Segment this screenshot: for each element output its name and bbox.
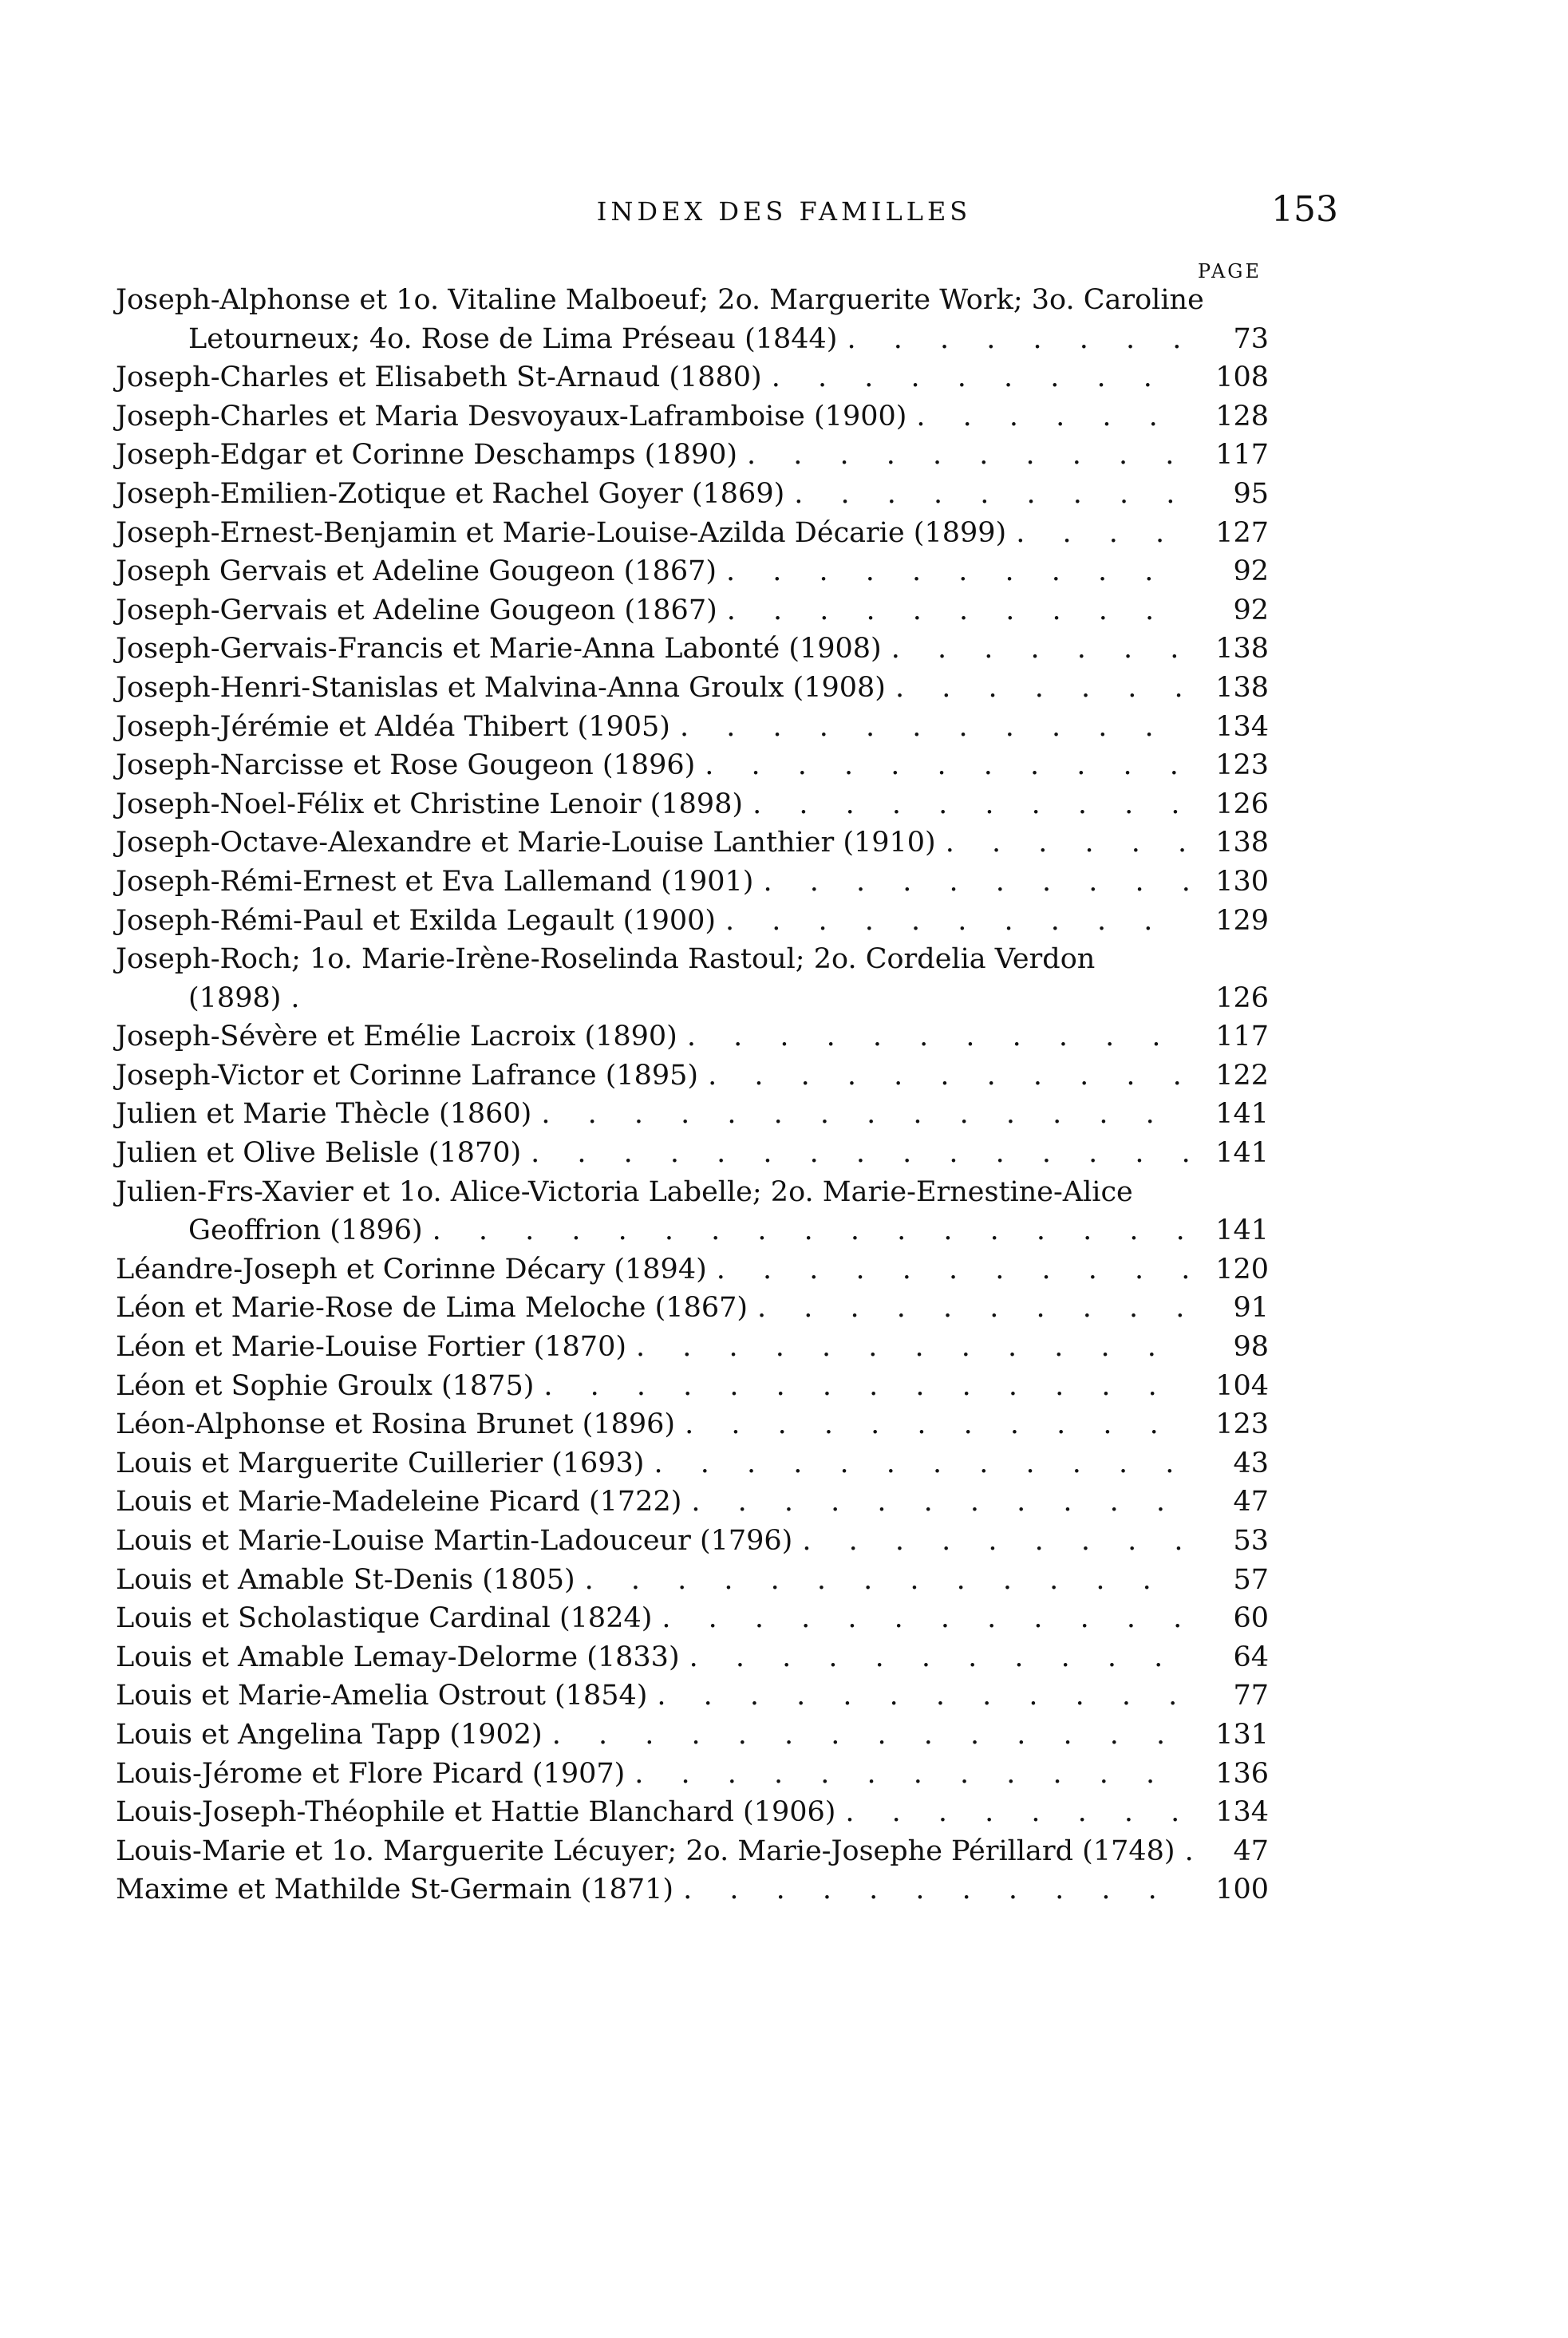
index-entry xyxy=(116,397,1269,436)
dot-leaders: . . . . . . . . . . . xyxy=(679,710,1168,743)
index-entry-page: 60 xyxy=(1233,1602,1269,1635)
index-entry-page: 138 xyxy=(1215,633,1269,665)
index-entry-page: 136 xyxy=(1215,1757,1269,1790)
index-entry-page: 43 xyxy=(1233,1447,1269,1479)
dot-leaders: . xyxy=(1184,1834,1208,1867)
index-entry-text xyxy=(116,785,1211,824)
index-entry-text xyxy=(116,281,1211,358)
index-entry xyxy=(116,1483,1269,1522)
index-entry-name: Louis-Joseph-Théophile et Hattie Blanchard (1906) xyxy=(116,1796,836,1829)
index-entry xyxy=(116,514,1269,553)
index-entry-page: 108 xyxy=(1215,361,1269,394)
index-entry-text xyxy=(116,823,1211,863)
index-entry-name: Louis et Marie-Madeleine Picard (1722) xyxy=(116,1486,682,1519)
index-entry-text xyxy=(116,436,1211,475)
index-entry-text xyxy=(116,902,1211,941)
index-entry xyxy=(116,1134,1269,1173)
index-entry xyxy=(116,1832,1269,1871)
index-entry-page: 57 xyxy=(1233,1563,1269,1596)
index-entry-text xyxy=(116,552,1211,591)
running-head xyxy=(0,189,1568,231)
dot-leaders: . . . . . . . . . xyxy=(794,477,1190,510)
dot-leaders: . . . . . . . . . . . . . . xyxy=(543,1369,1171,1402)
dot-leaders: . . . . . . . . . . . xyxy=(686,1021,1175,1053)
index-entry-page: 130 xyxy=(1215,865,1269,898)
dot-leaders: . . . . . . . . . xyxy=(802,1525,1198,1557)
index-entry-page: 134 xyxy=(1215,710,1269,743)
index-entry-page: 77 xyxy=(1233,1680,1269,1712)
index-entry-name: Joseph-Rémi-Paul et Exilda Legault (1900) xyxy=(116,904,717,937)
dot-leaders: . . . . . . . . . . . . xyxy=(657,1680,1192,1712)
index-entry xyxy=(116,475,1269,514)
index-entry xyxy=(116,552,1269,591)
index-entry xyxy=(116,708,1269,747)
index-entry xyxy=(116,1095,1269,1134)
index-entry-text xyxy=(116,940,1211,1017)
index-entry-name: Léon et Sophie Groulx (1875) xyxy=(116,1369,535,1402)
index-entry-text xyxy=(116,669,1211,708)
dot-leaders: . . . . . . . . . . . . xyxy=(636,1331,1171,1364)
index-entry-name: Léon-Alphonse et Rosina Brunet (1896) xyxy=(116,1408,676,1441)
index-entry xyxy=(116,1638,1269,1677)
dot-leaders: . . . . . . . . . . . . xyxy=(654,1447,1189,1479)
page-column-label: PAGE xyxy=(1198,260,1262,282)
index-entry xyxy=(116,1017,1269,1056)
index-entry-text xyxy=(116,1289,1211,1328)
dot-leaders: . . . . . . . . . . xyxy=(726,555,1168,588)
index-entry-name: Joseph-Charles et Maria Desvoyaux-Laframboise (1900) xyxy=(116,400,907,432)
index-entry-page: 100 xyxy=(1215,1874,1269,1906)
index-entry-page: 47 xyxy=(1233,1834,1269,1867)
index-entry-text xyxy=(116,1676,1211,1716)
index-entry xyxy=(116,902,1269,941)
index-entry-name: Léandre-Joseph et Corinne Décary (1894) xyxy=(116,1253,707,1286)
dot-leaders: . . . . . . xyxy=(945,827,1202,859)
index-entry-page: 134 xyxy=(1215,1796,1269,1829)
index-entry-text xyxy=(116,1367,1211,1406)
dot-leaders: . . . . . . . . . . . xyxy=(689,1641,1178,1673)
index-entry-name: Louis et Marie-Amelia Ostrout (1854) xyxy=(116,1680,648,1712)
index-entry-text xyxy=(116,1250,1211,1289)
index-entry-name: Joseph-Rémi-Ernest et Eva Lallemand (1901) xyxy=(116,865,754,898)
index-entry xyxy=(116,1289,1269,1328)
dot-leaders: . . . . . . . . . . xyxy=(763,865,1205,898)
index-entry xyxy=(116,1870,1269,1909)
index-entry xyxy=(116,823,1269,863)
index-entry-name: Louis et Marguerite Cuillerier (1693) xyxy=(116,1447,645,1479)
index-entry-text xyxy=(116,1870,1211,1909)
index-entry-name: Joseph-Gervais-Francis et Marie-Anna Labonté (1908) xyxy=(116,633,882,665)
index-entry-name: Louis-Marie et 1o. Marguerite Lécuyer; 2o. Marie-Josephe Périllard (1748) xyxy=(116,1834,1175,1867)
index-entry-text xyxy=(116,1056,1211,1096)
index-entry-text xyxy=(116,475,1211,514)
index-entry-name: Louis et Scholastique Cardinal (1824) xyxy=(116,1602,653,1635)
index-entry-page: 98 xyxy=(1233,1331,1269,1364)
dot-leaders: . . . . . . . . . . . . . xyxy=(584,1563,1166,1596)
index-entry xyxy=(116,630,1269,669)
index-entry-name: Joseph-Octave-Alexandre et Marie-Louise Lanthier (1910) xyxy=(116,827,936,859)
index-entry-text xyxy=(116,1444,1211,1483)
index-entry-name: Joseph Gervais et Adeline Gougeon (1867) xyxy=(116,555,717,588)
dot-leaders: . . . . . . . . . . . . . . xyxy=(551,1718,1180,1751)
index-entry-page: 91 xyxy=(1233,1292,1269,1325)
dot-leaders: . . . . . . . . . . . xyxy=(691,1486,1180,1519)
index-entry-text xyxy=(116,591,1211,630)
index-entry-name: Joseph-Edgar et Corinne Deschamps (1890) xyxy=(116,439,738,472)
index-entry-text xyxy=(116,1793,1211,1832)
index-entry xyxy=(116,1173,1269,1250)
dot-leaders: . . . . . . . . . . . xyxy=(705,749,1193,782)
index-entry-name: Léon et Marie-Rose de Lima Meloche (1867) xyxy=(116,1292,748,1325)
dot-leaders: . . . . . . . . . xyxy=(771,361,1167,394)
index-entry-page: 95 xyxy=(1233,477,1269,510)
index-entry-page: 117 xyxy=(1215,439,1269,472)
index-entry-name: Louis et Angelina Tapp (1902) xyxy=(116,1718,543,1751)
index-entry-text xyxy=(116,514,1211,553)
index-entry-name: Joseph-Alphonse et 1o. Vitaline Malboeuf; 2o. Marguerite Work; 3o. Caroline Letourneux; 4o. Rose de Lima Préseau (1844) xyxy=(116,284,1204,355)
index-entry-name: Joseph-Noel-Félix et Christine Lenoir (1898) xyxy=(116,788,744,820)
index-entry-text xyxy=(116,1755,1211,1794)
dot-leaders: . . . . . . . . xyxy=(847,322,1196,355)
index-entry xyxy=(116,1793,1269,1832)
index-entry-name: Julien et Olive Belisle (1870) xyxy=(116,1137,522,1170)
index-entry-text xyxy=(116,1832,1211,1871)
page-number: 153 xyxy=(1271,189,1338,230)
index-entry-text xyxy=(116,1638,1211,1677)
dot-leaders: . . . . . . xyxy=(916,400,1172,432)
dot-leaders: . . . . . . . . . . . . . . . . . xyxy=(432,1214,1199,1247)
index-entry xyxy=(116,281,1269,358)
index-entry xyxy=(116,1405,1269,1444)
index-entry-name: Julien et Marie Thècle (1860) xyxy=(116,1098,532,1131)
index-entry-page: 127 xyxy=(1215,516,1269,549)
index-entry xyxy=(116,436,1269,475)
index-entry xyxy=(116,1444,1269,1483)
index-entry xyxy=(116,863,1269,902)
index-entry-name: Julien-Frs-Xavier et 1o. Alice-Victoria Labelle; 2o. Marie-Ernestine-Alice Geoffrion (1896) xyxy=(116,1175,1133,1247)
index-entry-text xyxy=(116,1134,1211,1173)
index-entry-text xyxy=(116,1599,1211,1638)
index-entry-page: 141 xyxy=(1215,1214,1269,1247)
index-entry xyxy=(116,1522,1269,1561)
index-entry-page: 47 xyxy=(1233,1486,1269,1519)
index-entry xyxy=(116,1676,1269,1716)
index-entry-text xyxy=(116,358,1211,397)
index-entry-name: Louis-Jérome et Flore Picard (1907) xyxy=(116,1757,626,1790)
index-entry-name: Joseph-Narcisse et Rose Gougeon (1896) xyxy=(116,749,696,782)
index-entry xyxy=(116,669,1269,708)
index-entry-page: 123 xyxy=(1215,1408,1269,1441)
index-entry-text xyxy=(116,708,1211,747)
dot-leaders: . . . . . . . . . . . xyxy=(683,1874,1171,1906)
dot-leaders: . . . . . . . . . . xyxy=(726,594,1169,626)
index-entry xyxy=(116,1599,1269,1638)
index-entry-name: Joseph-Sévère et Emélie Lacroix (1890) xyxy=(116,1021,677,1053)
dot-leaders: . . . . . . . . . . xyxy=(757,1292,1199,1325)
index-entry-page: 123 xyxy=(1215,749,1269,782)
index-entry xyxy=(116,940,1269,1017)
index-entry-page: 104 xyxy=(1215,1369,1269,1402)
index-entry-name: Joseph-Roch; 1o. Marie-Irène-Roselinda Rastoul; 2o. Cordelia Verdon (1898) xyxy=(116,943,1096,1014)
running-title: INDEX DES FAMILLES xyxy=(596,196,972,227)
index-entry xyxy=(116,1561,1269,1600)
index-entry-page: 141 xyxy=(1215,1098,1269,1131)
index-entry xyxy=(116,1755,1269,1794)
dot-leaders: . . . . . . . . . . . xyxy=(685,1408,1173,1441)
index-entry-text xyxy=(116,1017,1211,1056)
index-entry-name: Joseph-Gervais et Adeline Gougeon (1867) xyxy=(116,594,717,626)
dot-leaders: . . . . . . . . . . . xyxy=(716,1253,1205,1286)
index-entry-name: Joseph-Charles et Elisabeth St-Arnaud (1880) xyxy=(116,361,762,394)
index-entry-text xyxy=(116,630,1211,669)
dot-leaders: . . . . . . . . . . . . xyxy=(634,1757,1170,1790)
dot-leaders: . xyxy=(290,981,314,1014)
index-entry-name: Louis et Marie-Louise Martin-Ladouceur (1796) xyxy=(116,1525,793,1557)
index-entry xyxy=(116,591,1269,630)
index-entry-name: Joseph-Emilien-Zotique et Rachel Goyer (1869) xyxy=(116,477,785,510)
index-entry-page: 126 xyxy=(1215,788,1269,820)
index-entry xyxy=(116,1328,1269,1367)
dot-leaders: . . . . . . . . . . . . . . . xyxy=(531,1137,1205,1170)
index-entry-text xyxy=(116,1483,1211,1522)
dot-leaders: . . . . . . . xyxy=(891,633,1194,665)
dot-leaders: . . . . xyxy=(1016,516,1179,549)
index-entry-name: Joseph-Henri-Stanislas et Malvina-Anna Groulx (1908) xyxy=(116,671,886,704)
index-entry xyxy=(116,1367,1269,1406)
index-entry xyxy=(116,358,1269,397)
index-entry-page: 120 xyxy=(1215,1253,1269,1286)
index-entry-page: 128 xyxy=(1215,400,1269,432)
index-entry-name: Joseph-Victor et Corinne Lafrance (1895) xyxy=(116,1059,699,1092)
index-entry-page: 117 xyxy=(1215,1021,1269,1053)
index-entry xyxy=(116,1250,1269,1289)
index-entry-name: Louis et Amable Lemay-Delorme (1833) xyxy=(116,1641,680,1673)
dot-leaders: . . . . . . . . . . . xyxy=(708,1059,1196,1092)
index-entry-text xyxy=(116,1522,1211,1561)
index-entry-page: 126 xyxy=(1215,981,1269,1014)
index-entry xyxy=(116,1716,1269,1755)
index-entry-name: Joseph-Ernest-Benjamin et Marie-Louise-Azilda Décarie (1899) xyxy=(116,516,1007,549)
index-entry-page: 73 xyxy=(1233,322,1269,355)
dot-leaders: . . . . . . . . . . xyxy=(725,904,1167,937)
index-entry-name: Maxime et Mathilde St-Germain (1871) xyxy=(116,1874,674,1906)
index-entry-page: 141 xyxy=(1215,1137,1269,1170)
index-entry-page: 122 xyxy=(1215,1059,1269,1092)
index-entry-list xyxy=(116,281,1269,1909)
index-entry-text xyxy=(116,397,1211,436)
index-entry-page: 53 xyxy=(1233,1525,1269,1557)
index-entry-text xyxy=(116,1561,1211,1600)
index-entry xyxy=(116,1056,1269,1096)
dot-leaders: . . . . . . . . . . . . xyxy=(662,1602,1197,1635)
dot-leaders: . . . . . . . xyxy=(895,671,1198,704)
index-entry-name: Léon et Marie-Louise Fortier (1870) xyxy=(116,1331,626,1364)
index-entry-page: 129 xyxy=(1215,904,1269,937)
index-entry-page: 138 xyxy=(1215,671,1269,704)
dot-leaders: . . . . . . . . . . xyxy=(747,439,1189,472)
index-entry-page: 138 xyxy=(1215,827,1269,859)
index-entry-text xyxy=(116,1173,1211,1250)
index-entry-page: 92 xyxy=(1233,594,1269,626)
index-entry-text xyxy=(116,1095,1211,1134)
index-entry-name: Louis et Amable St-Denis (1805) xyxy=(116,1563,575,1596)
index-entry-text xyxy=(116,863,1211,902)
index-entry-text xyxy=(116,1405,1211,1444)
index-entry-text xyxy=(116,1328,1211,1367)
index-entry xyxy=(116,785,1269,824)
index-entry-text xyxy=(116,1716,1211,1755)
index-entry-page: 131 xyxy=(1215,1718,1269,1751)
dot-leaders: . . . . . . . . . . . . . . xyxy=(541,1098,1169,1131)
index-entry-page: 64 xyxy=(1233,1641,1269,1673)
index-entry-name: Joseph-Jérémie et Aldéa Thibert (1905) xyxy=(116,710,670,743)
index-entry-text xyxy=(116,746,1211,785)
dot-leaders: . . . . . . . . . . xyxy=(752,788,1195,820)
index-entry-page: 92 xyxy=(1233,555,1269,588)
dot-leaders: . . . . . . . . xyxy=(845,1796,1195,1829)
index-entry xyxy=(116,746,1269,785)
